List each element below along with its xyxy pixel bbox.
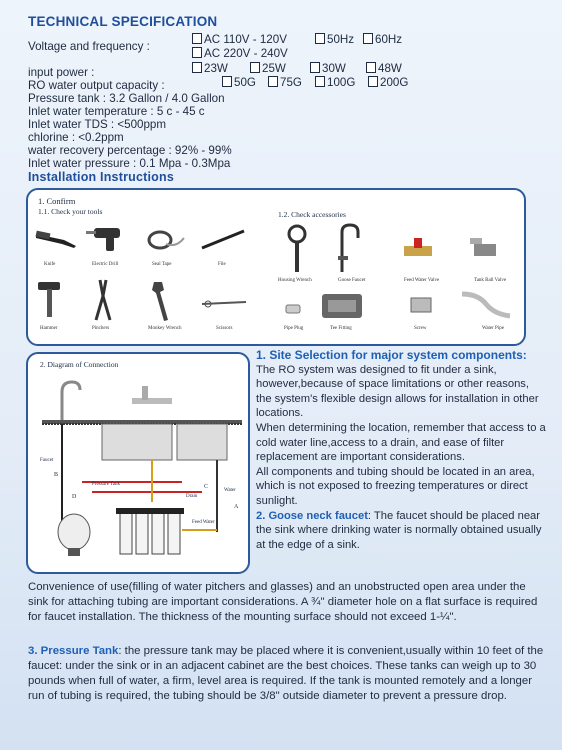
label-water: Water bbox=[224, 488, 236, 493]
goose-faucet-icon bbox=[336, 222, 366, 274]
voltage-label: Voltage and frequency : bbox=[28, 40, 150, 53]
pinchers-icon bbox=[90, 278, 116, 322]
diagram-title: 2. Diagram of Connection bbox=[40, 360, 119, 369]
site-selection-section bbox=[256, 348, 546, 552]
label-feed-water: Feed Water bbox=[192, 520, 215, 525]
accessory-label-water-pipe: Water Pipe bbox=[482, 326, 504, 331]
section2-text: : The faucet should be placed near the sink where drinking water is normally obtained usually at the edge of a sink. bbox=[256, 509, 542, 551]
accessory-label-tank-ball-valve: Tank Ball Valve bbox=[474, 278, 507, 283]
tools-panel bbox=[26, 188, 526, 346]
accessory-label-housing-wrench: Housing Wrench bbox=[278, 278, 312, 283]
accessory-label-goose-faucet: Goose Faucet bbox=[338, 278, 366, 283]
recovery-spec: water recovery percentage : 92% - 99% bbox=[28, 144, 232, 157]
label-a: A bbox=[234, 504, 239, 510]
chlorine-spec: chlorine : <0.2ppm bbox=[28, 131, 124, 144]
housing-wrench-icon bbox=[284, 224, 310, 274]
section3-text: : the pressure tank may be placed where it is convenient,usually within 10 feet of the faucet: under the sink or in an adjacent cabinet are the best choices. These tanks can weigh up to 30 pounds when full of water, a firm, level area is required. If the tank is mounted remotely and a longer run of tubing is required, the tubing should be 3/8" outside diameter to prevent a pressure drop. bbox=[28, 645, 544, 702]
tool-label-scissors: Scissors bbox=[216, 326, 233, 331]
confirm-title: 1. Confirm bbox=[38, 196, 76, 206]
capacity-option-75g: 75G bbox=[268, 76, 302, 89]
connection-diagram bbox=[32, 372, 246, 572]
accessory-label-pipe-plug: Pipe Plug bbox=[284, 326, 304, 331]
tool-label-knife: Knife bbox=[44, 262, 56, 267]
label-d: D bbox=[72, 494, 77, 500]
section3-heading: 3. Pressure Tank bbox=[28, 645, 119, 657]
label-drain: Drain bbox=[186, 494, 198, 499]
section1-p2: When determining the location, remember that access to a cold water line,access to a drain, and ease of filter replacement are important considerations. bbox=[256, 421, 546, 464]
voltage-option-220: AC 220V - 240V bbox=[192, 47, 288, 60]
label-b: B bbox=[54, 472, 59, 478]
capacity-option-100g: 100G bbox=[315, 76, 355, 89]
screw-icon bbox=[408, 294, 434, 316]
label-faucet: Faucet bbox=[40, 458, 54, 463]
section1-p3: All components and tubing should be located in an area, which is not exposed to freezing temperatures or direct sunlight. bbox=[256, 465, 535, 507]
tool-label-seal-tape: Seal Tape bbox=[152, 262, 172, 267]
tools-title: 1.1. Check your tools bbox=[38, 207, 103, 216]
section1-p1: The RO system was designed to fit under a sink, however,because of space limitations or other reasons, the system's flexible design allows for installation in other locations. bbox=[256, 363, 539, 420]
freq-option-50: 50Hz bbox=[315, 33, 354, 46]
tank-ball-valve-icon bbox=[468, 234, 502, 264]
section2-lead bbox=[256, 509, 546, 553]
tool-label-hammer: Hammer bbox=[40, 326, 58, 331]
tool-label-pinchers: Pinchers bbox=[92, 326, 110, 331]
capacity-label: RO water output capacity : bbox=[28, 79, 165, 92]
feed-water-valve-icon bbox=[400, 236, 436, 264]
power-option-48w: 48W bbox=[366, 62, 402, 75]
power-option-23w: 23W bbox=[192, 62, 228, 75]
hammer-icon bbox=[36, 280, 66, 320]
pipe-plug-icon bbox=[284, 302, 304, 316]
tool-label-monkey-wrench: Monkey Wrench bbox=[148, 326, 182, 331]
section2-continued: Convenience of use(filling of water pitchers and glasses) and an unobstructed open area under the sink for attaching tubing are important considerations. A ¾" diameter hole on a flat surface is required for faucet installation. The thickness of the mounting surface should not exceed 1-¼". bbox=[28, 581, 538, 623]
diagram-panel bbox=[26, 352, 250, 574]
accessory-label-feed-water-valve: Feed Water Valve bbox=[404, 278, 440, 283]
spec-title: TECHNICAL SPECIFICATION bbox=[28, 14, 218, 29]
freq-option-60: 60Hz bbox=[363, 33, 402, 46]
water-pipe-icon bbox=[458, 290, 514, 320]
inlet-temp-spec: Inlet water temperature : 5 c - 45 c bbox=[28, 105, 205, 118]
seal-tape-icon bbox=[146, 228, 186, 252]
monkey-wrench-icon bbox=[148, 278, 178, 322]
tool-label-file: File bbox=[218, 262, 226, 267]
capacity-option-200g: 200G bbox=[368, 76, 408, 89]
electric-drill-icon bbox=[86, 224, 126, 254]
knife-icon bbox=[34, 226, 79, 250]
install-title: Installation Instructions bbox=[28, 170, 174, 184]
scissors-icon bbox=[200, 296, 248, 310]
label-pressure-tank: Pressure Tank bbox=[92, 482, 121, 487]
capacity-option-50g: 50G bbox=[222, 76, 256, 89]
section1-heading: 1. Site Selection for major system components: bbox=[256, 348, 527, 362]
power-option-30w: 30W bbox=[310, 62, 346, 75]
inlet-pressure-spec: Inlet water pressure : 0.1 Mpa - 0.3Mpa bbox=[28, 157, 231, 170]
pressure-tank-section bbox=[28, 644, 546, 704]
accessories-title: 1.2. Check accessories bbox=[278, 210, 346, 219]
tool-label-electric-drill: Electric Drill bbox=[92, 262, 119, 267]
pressure-tank-spec: Pressure tank : 3.2 Gallon / 4.0 Gallon bbox=[28, 92, 225, 105]
section2-heading: 2. Goose neck faucet bbox=[256, 509, 368, 522]
accessory-label-screw: Screw bbox=[414, 326, 427, 331]
power-option-25w: 25W bbox=[250, 62, 286, 75]
voltage-option-110: AC 110V - 120V bbox=[192, 33, 287, 46]
accessory-label-tee-fitting: Tee Fitting bbox=[330, 326, 352, 331]
tee-fitting-icon bbox=[320, 292, 364, 320]
inlet-tds-spec: Inlet water TDS : <500ppm bbox=[28, 118, 167, 131]
file-icon bbox=[198, 228, 248, 250]
input-power-label: input power : bbox=[28, 66, 95, 79]
label-c: C bbox=[204, 484, 209, 490]
